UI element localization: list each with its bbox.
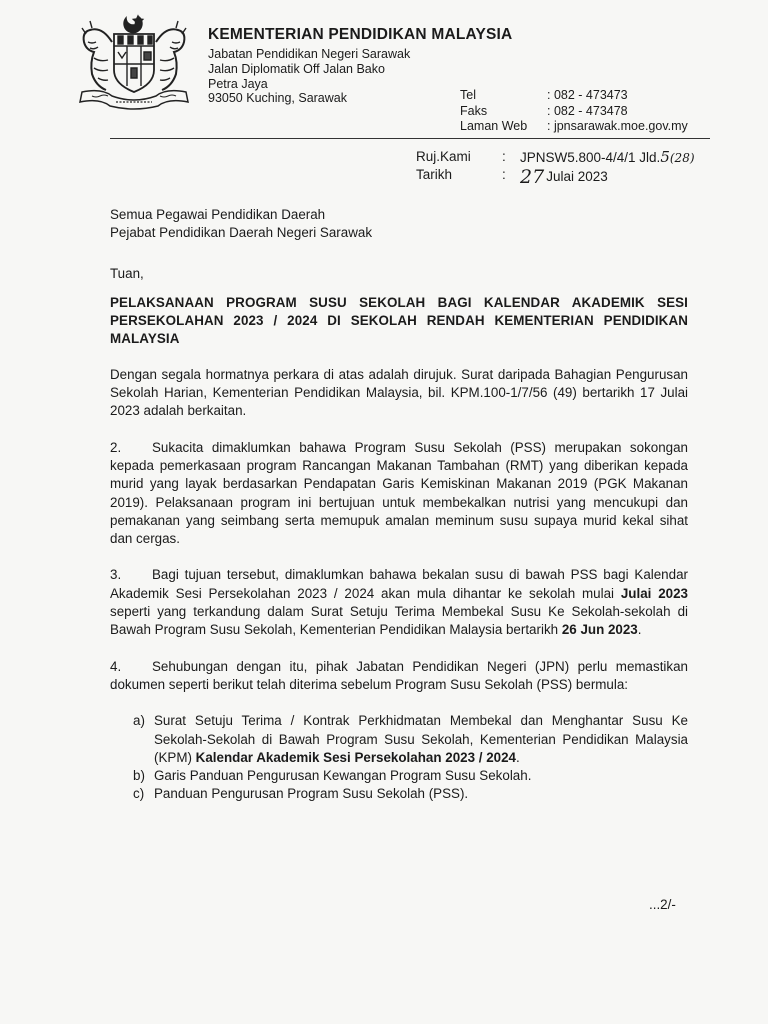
list-text: Panduan Pengurusan Program Susu Sekolah (PSS). bbox=[154, 786, 469, 802]
paragraph-2 bbox=[110, 439, 688, 549]
handwritten-volume: 5 bbox=[660, 148, 670, 166]
paragraph-number: 2. bbox=[110, 439, 122, 455]
paragraph-text: Sukacita dimaklumkan bahawa Program Susu Sekolah (PSS) merupakan sokongan kepada pemerkasaan program Rancangan Makanan Tambahan (RMT) yang diberikan kepada murid yang layak berdasarkan Pendapatan Garis Kemiskinan Makanan 2019 (PGK Makanan 2019). Pelaksanaan program ini bertujuan untuk membekalkan nutrisi yang mencukupi dan pemakanan yang seimbang serta memupuk amalan meminum susu supaya murid kekal sihat dan cergas. bbox=[110, 439, 688, 547]
contact-details bbox=[460, 88, 688, 135]
reference-number-row bbox=[416, 149, 695, 167]
letter-subject: PELAKSANAAN PROGRAM SUSU SEKOLAH BAGI KALENDAR AKADEMIK SESI PERSEKOLAHAN 2023 / 2024 DI SEKOLAH RENDAH KEMENTERIAN PENDIDIKAN MALAYSIA bbox=[110, 294, 688, 347]
reference-separator: : bbox=[502, 149, 506, 164]
list-key: a) bbox=[133, 713, 145, 729]
page-continuation-marker: ...2/- bbox=[649, 897, 676, 912]
paragraph-number: 4. bbox=[110, 658, 122, 674]
list-key: c) bbox=[133, 786, 145, 802]
salutation: Tuan, bbox=[110, 265, 144, 281]
letter-reference-date: 26 Jun 2023 bbox=[561, 622, 638, 638]
document-list bbox=[133, 712, 688, 803]
contact-value: : jpnsarawak.moe.gov.my bbox=[547, 119, 688, 133]
address-line: Jalan Diplomatik Off Jalan Bako bbox=[208, 61, 385, 76]
contact-label: Faks bbox=[460, 103, 488, 118]
reference-label: Ruj.Kami bbox=[416, 149, 471, 164]
contact-row-fax bbox=[460, 104, 688, 120]
letter-body bbox=[110, 206, 688, 804]
recipient-line: Semua Pegawai Pendidikan Daerah bbox=[110, 207, 326, 222]
contact-row-web bbox=[460, 119, 688, 135]
paragraph-text: . bbox=[637, 622, 642, 638]
contact-value: : 082 - 473473 bbox=[547, 88, 628, 102]
paragraph-text: seperti yang terkandung dalam Surat Setuju Terima Membekal Susu Ke Sekolah-sekolah di Bawah Program Susu Sekolah, Kementerian Pendidikan Malaysia bertarikh bbox=[110, 604, 688, 638]
date-separator: : bbox=[502, 166, 506, 182]
list-item bbox=[133, 712, 688, 767]
address-line: Petra Jaya bbox=[208, 76, 268, 91]
recipient-line: Pejabat Pendidikan Daerah Negeri Sarawak bbox=[110, 225, 373, 241]
paragraph-1: Dengan segala hormatnya perkara di atas adalah dirujuk. Surat daripada Bahagian Pengurusan Sekolah Harian, Kementerian Pendidikan Malaysia, bil. KPM.100-1/7/56 (49) bertarikh 17 Julai 2023 adalah berkaitan. bbox=[110, 366, 688, 419]
paragraph-text: Sehubungan dengan itu, pihak Jabatan Pendidikan Negeri (JPN) perlu memastikan dokumen seperti berikut telah diterima sebelum Program Susu Sekolah (PSS) bermula: bbox=[110, 658, 688, 692]
list-text: Garis Panduan Pengurusan Kewangan Program Susu Sekolah. bbox=[154, 768, 532, 784]
list-item bbox=[133, 785, 688, 803]
reference-number bbox=[520, 149, 695, 167]
coat-of-arms-logo bbox=[72, 12, 196, 112]
paragraph-number: 3. bbox=[110, 567, 122, 583]
contact-label: Laman Web bbox=[460, 119, 528, 133]
paragraph-3 bbox=[110, 566, 688, 639]
contact-row-tel bbox=[460, 88, 688, 104]
start-month: Julai 2023 bbox=[620, 585, 688, 601]
reference-number-printed: JPNSW5.800-4/4/1 Jld. bbox=[520, 150, 661, 165]
ministry-name: KEMENTERIAN PENDIDIKAN MALAYSIA bbox=[208, 26, 513, 43]
contact-value: : 082 - 473478 bbox=[547, 103, 628, 118]
date-row bbox=[416, 167, 695, 186]
recipient-block bbox=[110, 206, 688, 243]
reference-block bbox=[416, 148, 695, 188]
letter-date bbox=[520, 167, 608, 186]
list-text-part: Surat Setuju Terima / Kontrak Perkhidmatan Membekal dan Menghantar Susu Ke Sekolah-Sekolah di Bawah Program Susu Sekolah, Kementerian Pendidikan Malaysia (KPM) bbox=[154, 713, 688, 765]
list-text bbox=[154, 712, 688, 767]
address-line: 93050 Kuching, Sarawak bbox=[208, 91, 347, 106]
handwritten-number: (28) bbox=[669, 151, 695, 165]
list-text-bold: Kalendar Akademik Sesi Persekolahan 2023 / 2024 bbox=[195, 749, 516, 765]
ministry-address bbox=[208, 47, 410, 106]
list-key: b) bbox=[133, 768, 145, 784]
list-item bbox=[133, 767, 688, 785]
handwritten-day: 27 bbox=[520, 165, 545, 188]
address-line: Jabatan Pendidikan Negeri Sarawak bbox=[208, 47, 411, 61]
date-label: Tarikh bbox=[416, 166, 453, 182]
paragraph-text: Bagi tujuan tersebut, dimaklumkan bahawa bekalan susu di bawah PSS bagi Kalendar Akademik Sesi Persekolahan 2023 / 2024 akan mula dihantar ke sekolah mulai bbox=[110, 567, 688, 601]
date-month-year: Julai 2023 bbox=[546, 168, 608, 184]
contact-label: Tel bbox=[460, 88, 476, 102]
paragraph-4 bbox=[110, 658, 688, 695]
list-text-end: . bbox=[516, 749, 520, 765]
letterhead-divider bbox=[110, 138, 710, 139]
